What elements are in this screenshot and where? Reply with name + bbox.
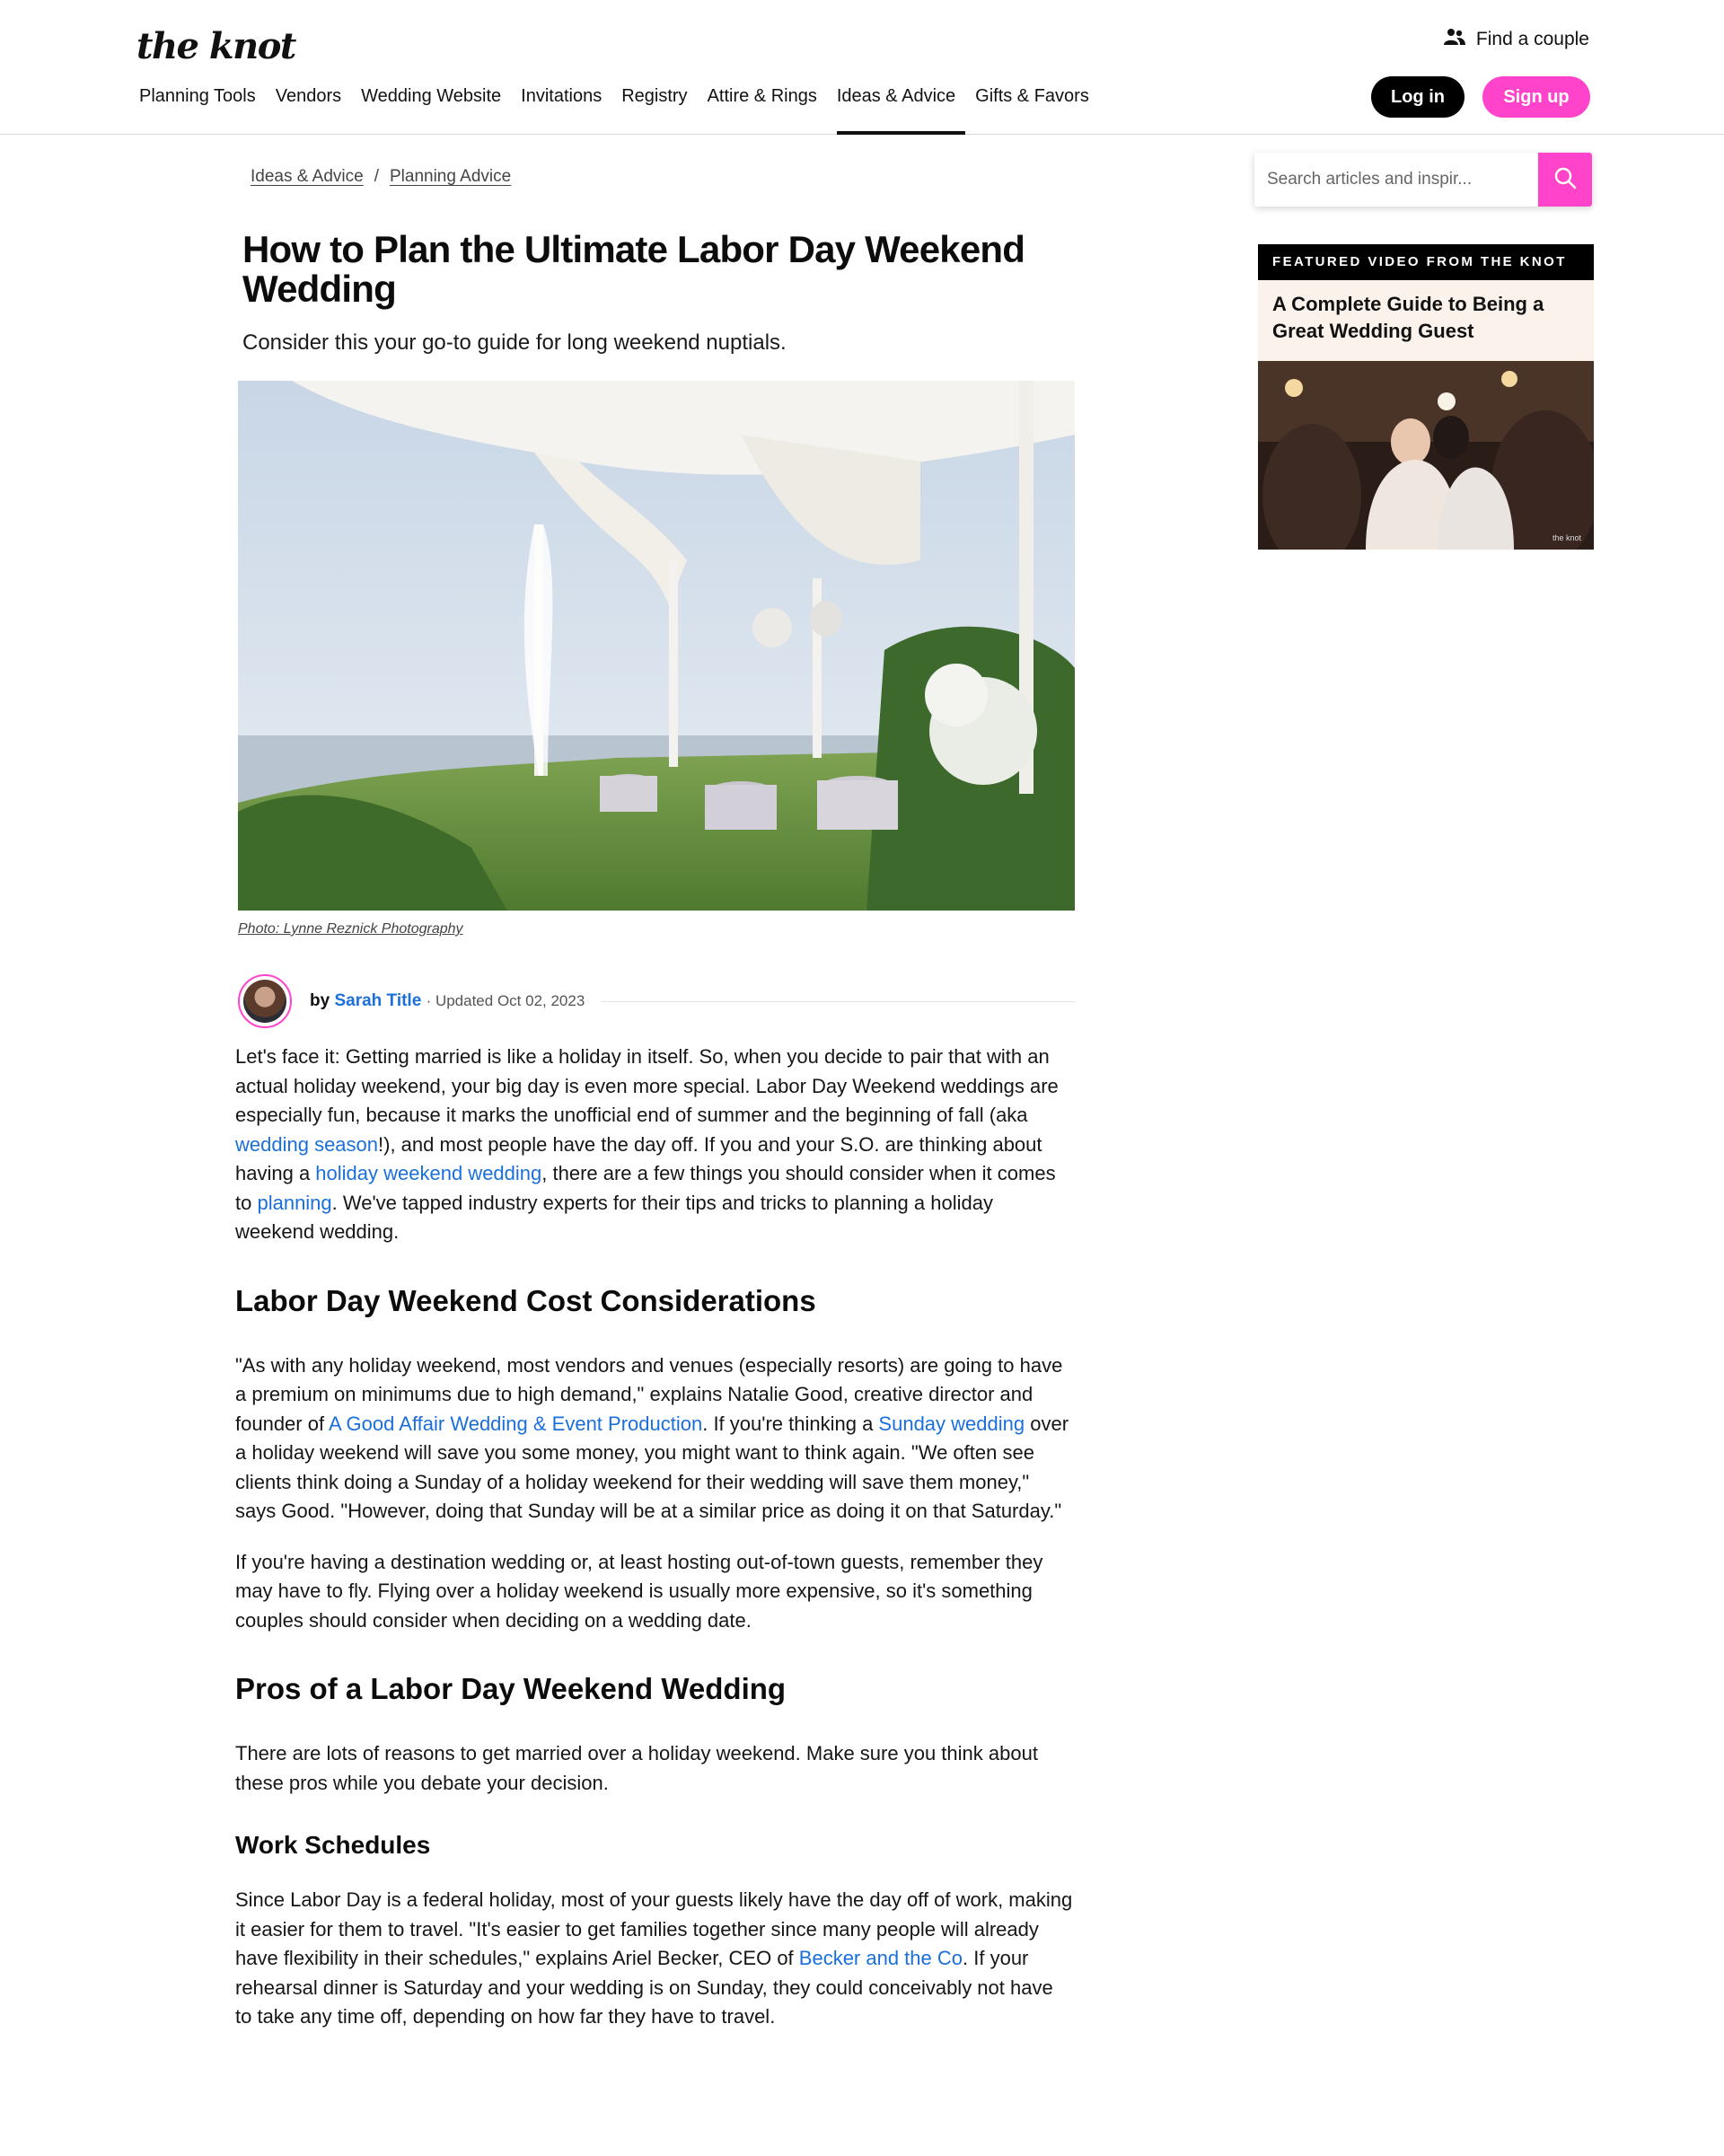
nav-vendors[interactable]: Vendors — [275, 86, 342, 106]
people-icon — [1444, 27, 1465, 52]
featured-video-card[interactable] — [1258, 244, 1594, 550]
wedding-season-link[interactable]: wedding season — [235, 1132, 379, 1156]
good-affair-link[interactable]: A Good Affair Wedding & Event Production — [328, 1412, 703, 1435]
search-box — [1254, 153, 1592, 207]
becker-and-the-co-link[interactable]: Becker and the Co — [798, 1947, 963, 1969]
breadcrumb-planning-advice[interactable]: Planning Advice — [389, 167, 512, 186]
nav-planning-tools[interactable]: Planning Tools — [139, 86, 256, 106]
nav-ideas-advice[interactable]: Ideas & Advice — [837, 83, 965, 133]
article-body — [235, 1043, 1075, 2054]
holiday-weekend-wedding-link[interactable]: holiday weekend wedding — [315, 1162, 542, 1184]
pros-paragraph: There are lots of reasons to get married over a holiday weekend. Make sure you think about these pros while you debate your decision. — [235, 1742, 1038, 1794]
featured-video-label: FEATURED VIDEO FROM THE KNOT — [1258, 244, 1594, 280]
nav-attire-rings[interactable]: Attire & Rings — [707, 86, 817, 106]
author-row — [238, 974, 1075, 1028]
nav-invitations[interactable]: Invitations — [521, 86, 603, 106]
article-title: How to Plan the Ultimate Labor Day Weekend Wedding — [242, 228, 1025, 310]
sunday-wedding-link[interactable]: Sunday wedding — [878, 1412, 1025, 1435]
updated-date: · Updated Oct 02, 2023 — [426, 992, 585, 1009]
breadcrumb-separator: / — [374, 167, 379, 186]
search-input[interactable] — [1254, 153, 1538, 207]
search-icon — [1553, 166, 1577, 194]
nav-registry[interactable]: Registry — [621, 86, 688, 106]
intro-paragraph: Let's face it: Getting married is like a holiday in itself. So, when you decide to pair that with an actual holiday weekend, your big day is even more special. Labor Day Weekend weddings are especially fun, because it marks the unofficial end of summer and the beginning of fall (aka wedding season!), and most people have the day off. If you and your S.O. are thinking about having a holiday weekend wedding, there are a few things you should consider when it comes to planning. We've tapped industry experts for their tips and tricks to planning a holiday weekend wedding. — [235, 1045, 1059, 1243]
main-nav — [139, 83, 1109, 133]
featured-video-title[interactable]: A Complete Guide to Being a Great Wedding Guest — [1258, 280, 1594, 361]
login-button[interactable]: Log in — [1371, 76, 1465, 118]
video-watermark: the knot — [1552, 533, 1581, 542]
find-couple-link[interactable] — [1444, 27, 1589, 52]
heading-pros: Pros of a Labor Day Weekend Wedding — [235, 1672, 787, 1705]
nav-wedding-website[interactable]: Wedding Website — [361, 86, 502, 106]
nav-gifts-favors[interactable]: Gifts & Favors — [975, 86, 1089, 106]
cost-paragraph-2: If you're having a destination wedding or, at least hosting out-of-town guests, remember they may have to fly. Flying over a holiday weekend is usually more expensive, so it's something couples should consider when deciding on a wedding date. — [235, 1550, 1043, 1632]
site-logo[interactable]: the knot — [136, 25, 295, 67]
featured-video-thumbnail[interactable] — [1258, 361, 1594, 550]
author-avatar[interactable] — [238, 974, 292, 1028]
byline-prefix: by — [310, 991, 330, 1010]
article-subtitle: Consider this your go-to guide for long weekend nuptials. — [242, 330, 787, 355]
hero-image — [238, 381, 1075, 911]
breadcrumb-ideas-advice[interactable]: Ideas & Advice — [251, 167, 364, 186]
signup-button[interactable]: Sign up — [1482, 76, 1590, 118]
site-header — [0, 0, 1724, 135]
photo-credit[interactable]: Photo: Lynne Reznick Photography — [238, 921, 463, 937]
find-couple-label: Find a couple — [1475, 29, 1589, 49]
search-button[interactable] — [1538, 153, 1592, 207]
byline — [310, 991, 585, 1011]
heading-cost-considerations: Labor Day Weekend Cost Considerations — [235, 1283, 816, 1317]
planning-link[interactable]: planning — [257, 1191, 332, 1214]
author-link[interactable]: Sarah Title — [334, 991, 422, 1010]
heading-work-schedules: Work Schedules — [235, 1831, 431, 1859]
cost-paragraph-1: "As with any holiday weekend, most vendors and venues (especially resorts) are going to have a premium on minimums due to high demand," explains Natalie Good, creative director and founder of A Good Affair Wedding & Event Production. If you're thinking a Sunday wedding over a holiday weekend will save you some money, you might want to think again. "We often see clients think doing a Sunday of a holiday weekend for their wedding will save them money," says Good. "However, doing that Sunday will be at a similar price as doing it on that Saturday." — [235, 1353, 1069, 1522]
author-divider — [601, 1001, 1075, 1002]
work-paragraph: Since Labor Day is a federal holiday, most of your guests likely have the day off of work, making it easier for them to travel. "It's easier to get families together since many people will already have flexibility in their schedules," explains Ariel Becker, CEO of Becker and the Co. If your rehearsal dinner is Saturday and your wedding is on Sunday, they could conceivably not have to take any time off, depending on how far they have to travel. — [235, 1888, 1073, 2028]
breadcrumb — [251, 167, 511, 187]
